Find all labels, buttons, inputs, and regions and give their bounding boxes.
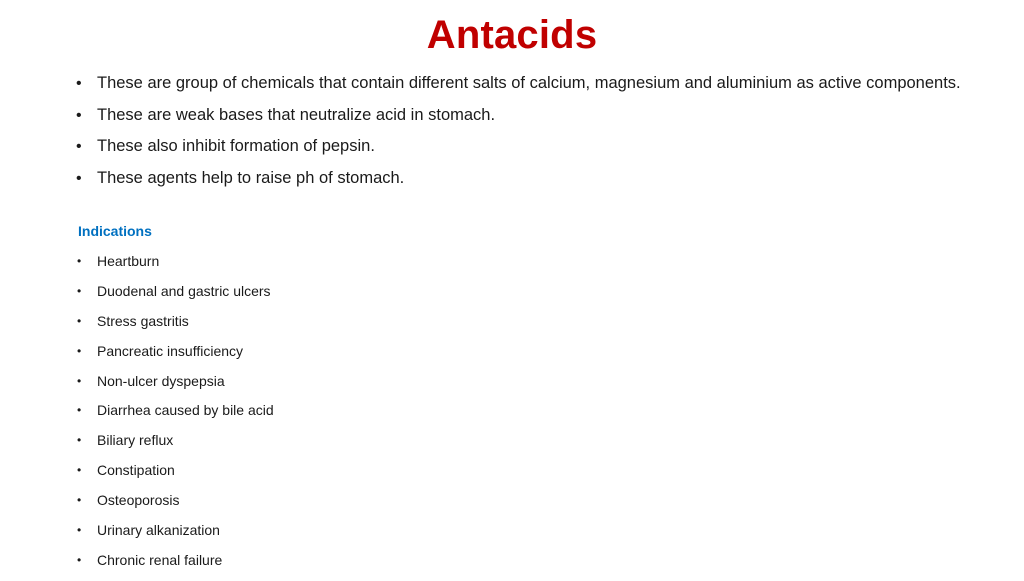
- slide-title: Antacids: [426, 13, 598, 57]
- indication-item: [76, 521, 274, 539]
- indication-text: Duodenal and gastric ulcers: [97, 282, 271, 299]
- bullet-icon: •: [77, 254, 82, 268]
- indication-text: Stress gastritis: [97, 312, 189, 329]
- bullet-icon: •: [76, 106, 82, 124]
- bullet-icon: •: [77, 343, 82, 358]
- bullet-icon: •: [77, 283, 82, 298]
- bullet-text: These also inhibit formation of pepsin.: [97, 137, 375, 155]
- indication-text: Pancreatic insufficiency: [97, 342, 244, 359]
- bullet-icon: •: [77, 313, 82, 328]
- indication-text: Biliary reflux: [97, 432, 174, 449]
- bullet-text: These are group of chemicals that contain different salts of calcium, magnesium and aluminium as active components.: [97, 74, 961, 92]
- indication-text: Osteoporosis: [97, 492, 180, 509]
- indications-heading: Indications: [78, 223, 152, 239]
- bullet-text: These agents help to raise ph of stomach.: [97, 168, 405, 187]
- indication-item: [76, 312, 274, 330]
- bullet-icon: •: [77, 433, 82, 448]
- indication-item: [76, 342, 274, 360]
- indication-text: Non-ulcer dyspepsia: [97, 372, 225, 389]
- bullet-icon: •: [77, 373, 82, 388]
- bullet-icon: •: [77, 552, 82, 567]
- indication-text: Diarrhea caused by bile acid: [97, 402, 274, 419]
- indication-text: Heartburn: [97, 253, 160, 269]
- bullet-icon: •: [77, 523, 82, 538]
- indication-item: [76, 282, 274, 300]
- bullet-point: [76, 105, 976, 126]
- indications-list: [76, 252, 274, 581]
- indication-item: [76, 551, 274, 569]
- bullet-icon: •: [76, 169, 82, 187]
- indication-item: [76, 401, 274, 419]
- bullet-icon: •: [77, 403, 82, 418]
- bullet-icon: •: [77, 493, 82, 508]
- bullet-icon: •: [77, 463, 82, 478]
- main-bullet-list: [76, 73, 976, 199]
- indication-item: [76, 461, 274, 479]
- indication-item: [76, 252, 274, 270]
- indication-item: [76, 431, 274, 449]
- bullet-point: [76, 136, 976, 157]
- bullet-text: These are weak bases that neutralize acid in stomach.: [97, 105, 496, 124]
- indication-text: Urinary alkanization: [97, 522, 220, 539]
- indication-item: [76, 491, 274, 509]
- indication-text: Chronic renal failure: [97, 551, 223, 568]
- indication-item: [76, 372, 274, 390]
- indication-text: Constipation: [97, 462, 175, 479]
- bullet-point: [76, 168, 976, 189]
- bullet-icon: •: [76, 138, 82, 155]
- bullet-point: [76, 73, 976, 94]
- bullet-icon: •: [76, 75, 82, 92]
